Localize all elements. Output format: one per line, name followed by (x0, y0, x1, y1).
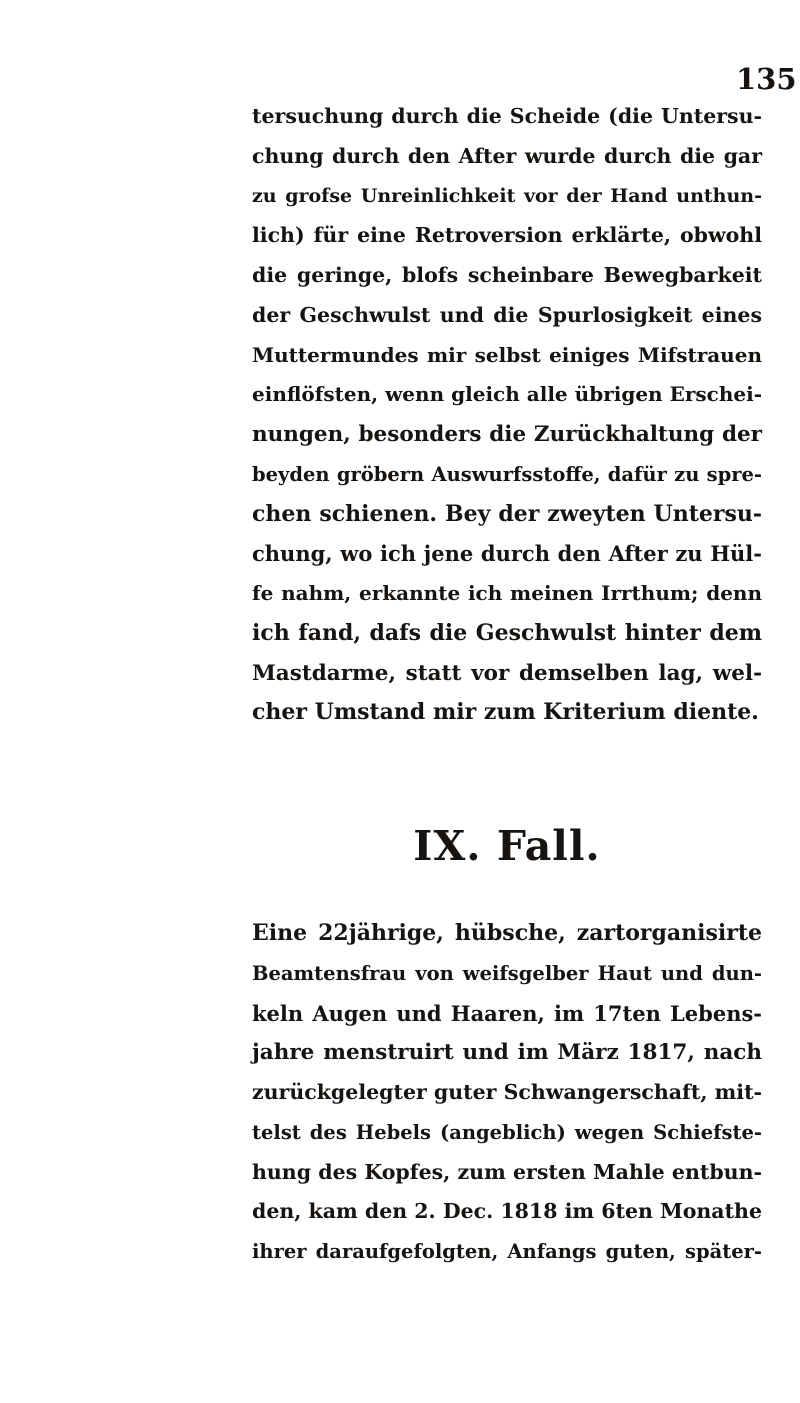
text-line: chung, wo ich jene durch den After zu Hül- (252, 541, 762, 567)
paragraph-1 (252, 97, 762, 733)
text-line: chung durch den After wurde durch die gar (252, 143, 762, 168)
text-line: nungen, besonders die Zurückhaltung der (252, 422, 762, 447)
text-line: fe nahm, erkannte ich meinen Irrthum; denn (252, 581, 762, 605)
text-line: beyden gröbern Auswurfsstoffe, dafür zu spre- (252, 462, 762, 486)
paragraph-2 (252, 914, 762, 1272)
text-line: telst des Hebels (angeblich) wegen Schiefste- (252, 1120, 762, 1144)
text-line: keln Augen und Haaren, im 17ten Lebens- (252, 1000, 762, 1026)
text-line: Mastdarme, statt vor demselben lag, wel- (252, 660, 762, 686)
text-line: Eine 22jährige, hübsche, zartorganisirte (252, 920, 762, 946)
text-line: den, kam den 2. Dec. 1818 im 6ten Monathe (252, 1199, 762, 1224)
text-line: ich fand, dafs die Geschwulst hinter dem (252, 619, 762, 646)
text-line: ihrer daraufgefolgten, Anfangs guten, später- (252, 1240, 762, 1263)
text-line: einflöfsten, wenn gleich alle übrigen Erschei- (252, 382, 762, 407)
text-line: chen schienen. Bey der zweyten Untersu- (252, 500, 762, 527)
text-line: der Geschwulst und die Spurlosigkeit eines (252, 302, 762, 327)
text-line: Beamtensfrau von weifsgelber Haut und dun- (252, 961, 762, 985)
page-number: 135 (736, 62, 797, 96)
section-heading: IX. Fall. (413, 822, 601, 870)
text-line: die geringe, blofs scheinbare Bewegbarkeit (252, 263, 762, 287)
text-line: cher Umstand mir zum Kriterium diente. (252, 699, 759, 726)
text-line: hung des Kopfes, zum ersten Mahle entbun- (252, 1159, 762, 1184)
text-line: tersuchung durch die Scheide (die Untersu- (252, 104, 762, 128)
text-line: zurückgelegter guter Schwangerschaft, mit- (252, 1080, 763, 1104)
text-line: lich) für eine Retroversion erklärte, obwohl (252, 223, 762, 248)
text-line: zu grofse Unreinlichkeit vor der Hand unthun- (252, 184, 762, 207)
text-line: Muttermundes mir selbst einiges Mifstrauen (252, 342, 762, 367)
text-line: jahre menstruirt und im März 1817, nach (252, 1040, 762, 1066)
